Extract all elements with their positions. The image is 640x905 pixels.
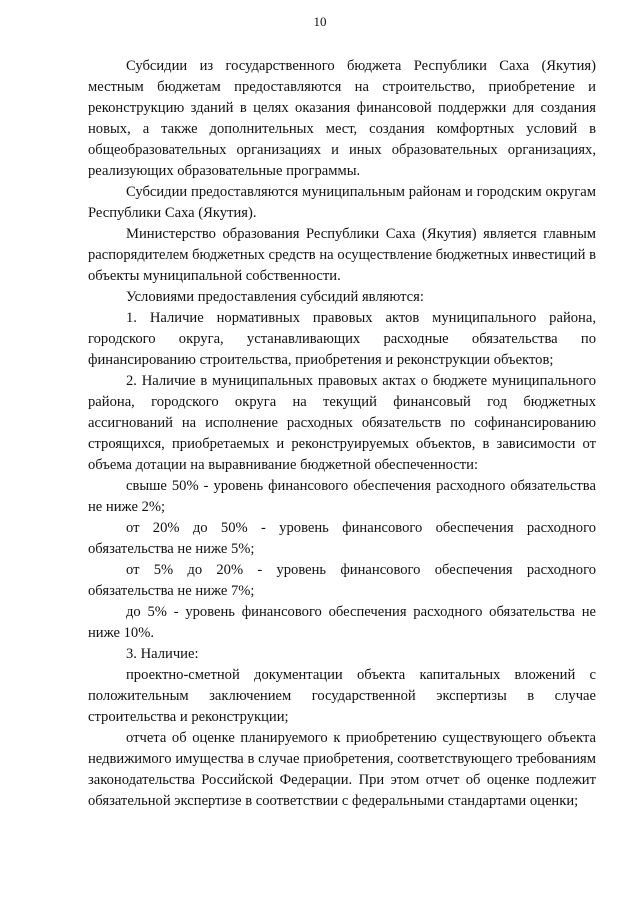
- paragraph-conditions-heading: Условиями предоставления субсидий являются:: [126, 289, 424, 305]
- paragraph-subsidies-recipients: Субсидии предоставляются муниципальным районам и городским округам Республики Саха (Якутия).: [88, 184, 596, 221]
- paragraph-valuation-report: отчета об оценке планируемого к приобретению существующего объекта недвижимого имущества в случае приобретения, соответствующего требованиям законодательства Российской Федерации. При этом отчет об оценке подлежит обязательной экспертизе в соответствии с федеральными стандартами оценки;: [88, 730, 596, 809]
- paragraph-level-over-50: свыше 50% - уровень финансового обеспечения расходного обязательства не ниже 2%;: [88, 478, 596, 515]
- paragraph-ministry-role: Министерство образования Республики Саха (Якутия) является главным распорядителем бюджетных средств на осуществление бюджетных инвестиций в объекты муниципальной собственности.: [88, 226, 596, 284]
- paragraph-condition-3: 3. Наличие:: [126, 646, 199, 662]
- paragraph-level-5-20: от 5% до 20% - уровень финансового обеспечения расходного обязательства не ниже 7%;: [88, 562, 596, 599]
- paragraph-design-documentation: проектно-сметной документации объекта капитальных вложений с положительным заключением государственной экспертизы в случае строительства и реконструкции;: [88, 667, 596, 725]
- paragraph-condition-1: 1. Наличие нормативных правовых актов муниципального района, городского округа, устанавливающих расходные обязательства по финансированию строительства, приобретения и реконструкции объектов;: [88, 310, 596, 368]
- paragraph-level-under-5: до 5% - уровень финансового обеспечения расходного обязательства не ниже 10%.: [88, 604, 596, 641]
- paragraph-subsidies-purpose: Субсидии из государственного бюджета Республики Саха (Якутия) местным бюджетам предоставляются на строительство, приобретение и реконструкцию зданий в целях оказания финансовой поддержки для создания новых, а также дополнительных мест, создания комфортных условий в общеобразовательных организациях и иных образовательных организациях, реализующих образовательные программы.: [88, 58, 596, 179]
- page-number: 10: [313, 14, 327, 29]
- document-body: [88, 56, 596, 812]
- paragraph-level-20-50: от 20% до 50% - уровень финансового обеспечения расходного обязательства не ниже 5%;: [88, 520, 596, 557]
- paragraph-condition-2: 2. Наличие в муниципальных правовых актах о бюджете муниципального района, городского округа на текущий финансовый год бюджетных ассигнований на исполнение расходных обязательств по софинансированию строящихся, приобретаемых и реконструируемых объектов, в зависимости от объема дотации на выравнивание бюджетной обеспеченности:: [88, 373, 596, 473]
